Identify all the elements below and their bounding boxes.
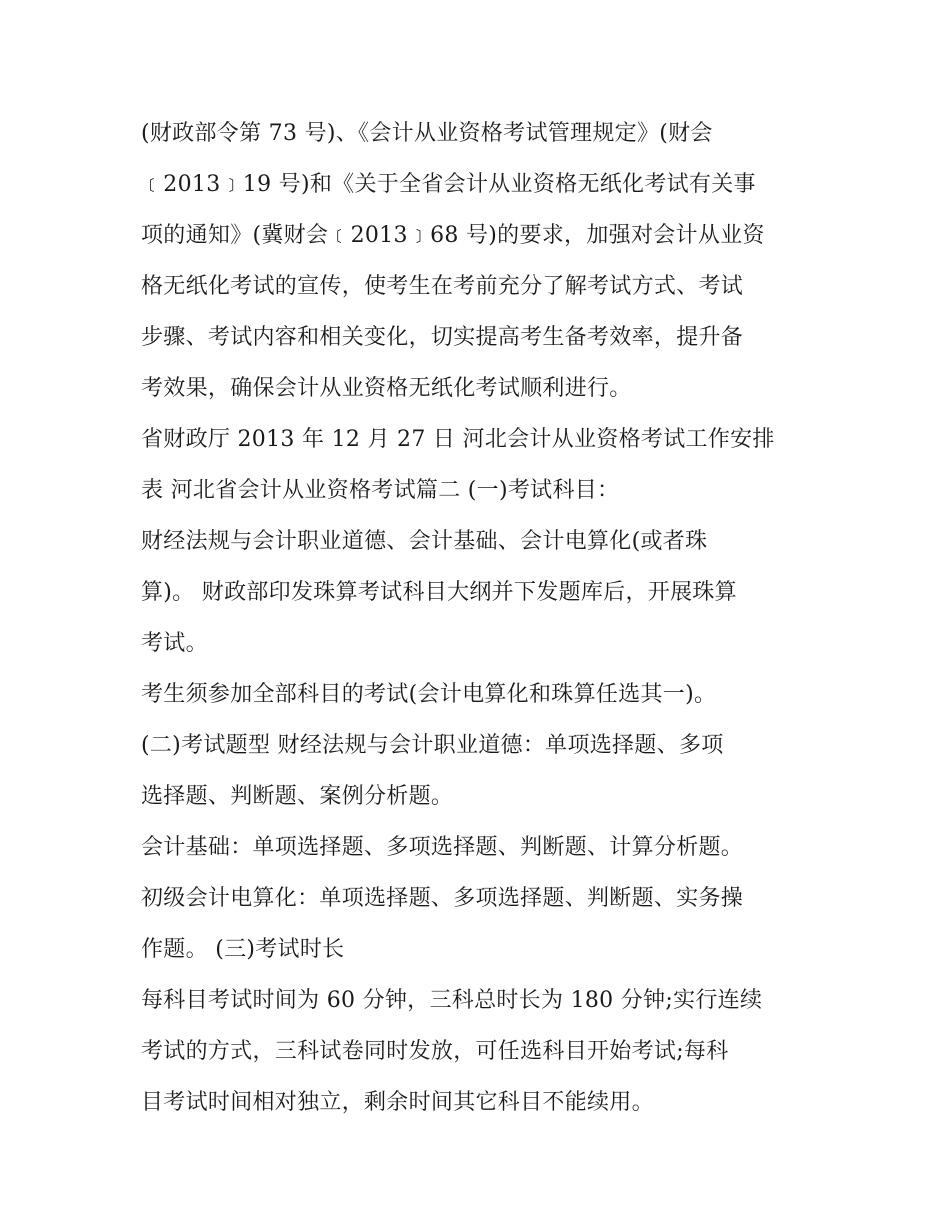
text-line: (二)考试题型 财经法规与会计职业道德：单项选择题、多项	[141, 733, 724, 758]
text-line: 表 河北省会计从业资格考试篇二 (一)考试科目：	[141, 478, 620, 503]
text-line: 步骤、考试内容和相关变化，切实提高考生备考效率，提升备	[141, 325, 744, 350]
text-line: 目考试时间相对独立，剩余时间其它科目不能续用。	[141, 1090, 654, 1115]
text-line: 考生须参加全部科目的考试(会计电算化和珠算任选其一)。	[141, 682, 717, 707]
text-line: 省财政厅 2013 年 12 月 27 日 河北会计从业资格考试工作安排	[141, 427, 775, 452]
text-line: 会计基础：单项选择题、多项选择题、判断题、计算分析题。	[141, 835, 744, 860]
text-line: 作题。 (三)考试时长	[141, 937, 345, 962]
text-line: 项的通知》(冀财会﹝2013﹞68 号)的要求，加强对会计从业资	[141, 223, 765, 248]
text-line: 选择题、判断题、案例分析题。	[141, 784, 454, 809]
text-line: (财政部令第 73 号)、《会计从业资格考试管理规定》(财会	[141, 121, 713, 146]
text-line: 算)。 财政部印发珠算考试科目大纲并下发题库后，开展珠算	[141, 580, 737, 605]
text-line: 初级会计电算化：单项选择题、多项选择题、判断题、实务操	[141, 886, 744, 911]
document-body	[141, 108, 831, 1128]
text-line: 格无纸化考试的宣传，使考生在考前充分了解考试方式、考试	[141, 274, 744, 299]
text-line: ﹝2013﹞19 号)和《关于全省会计从业资格无纸化考试有关事	[141, 172, 756, 197]
text-line: 考效果，确保会计从业资格无纸化考试顺利进行。	[141, 376, 632, 401]
text-line: 每科目考试时间为 60 分钟，三科总时长为 180 分钟;实行连续	[141, 988, 763, 1013]
text-line: 财经法规与会计职业道德、会计基础、会计电算化(或者珠	[141, 529, 708, 554]
text-line: 考试的方式，三科试卷同时发放，可任选科目开始考试;每科	[141, 1039, 729, 1064]
text-line: 考试。	[141, 631, 208, 656]
